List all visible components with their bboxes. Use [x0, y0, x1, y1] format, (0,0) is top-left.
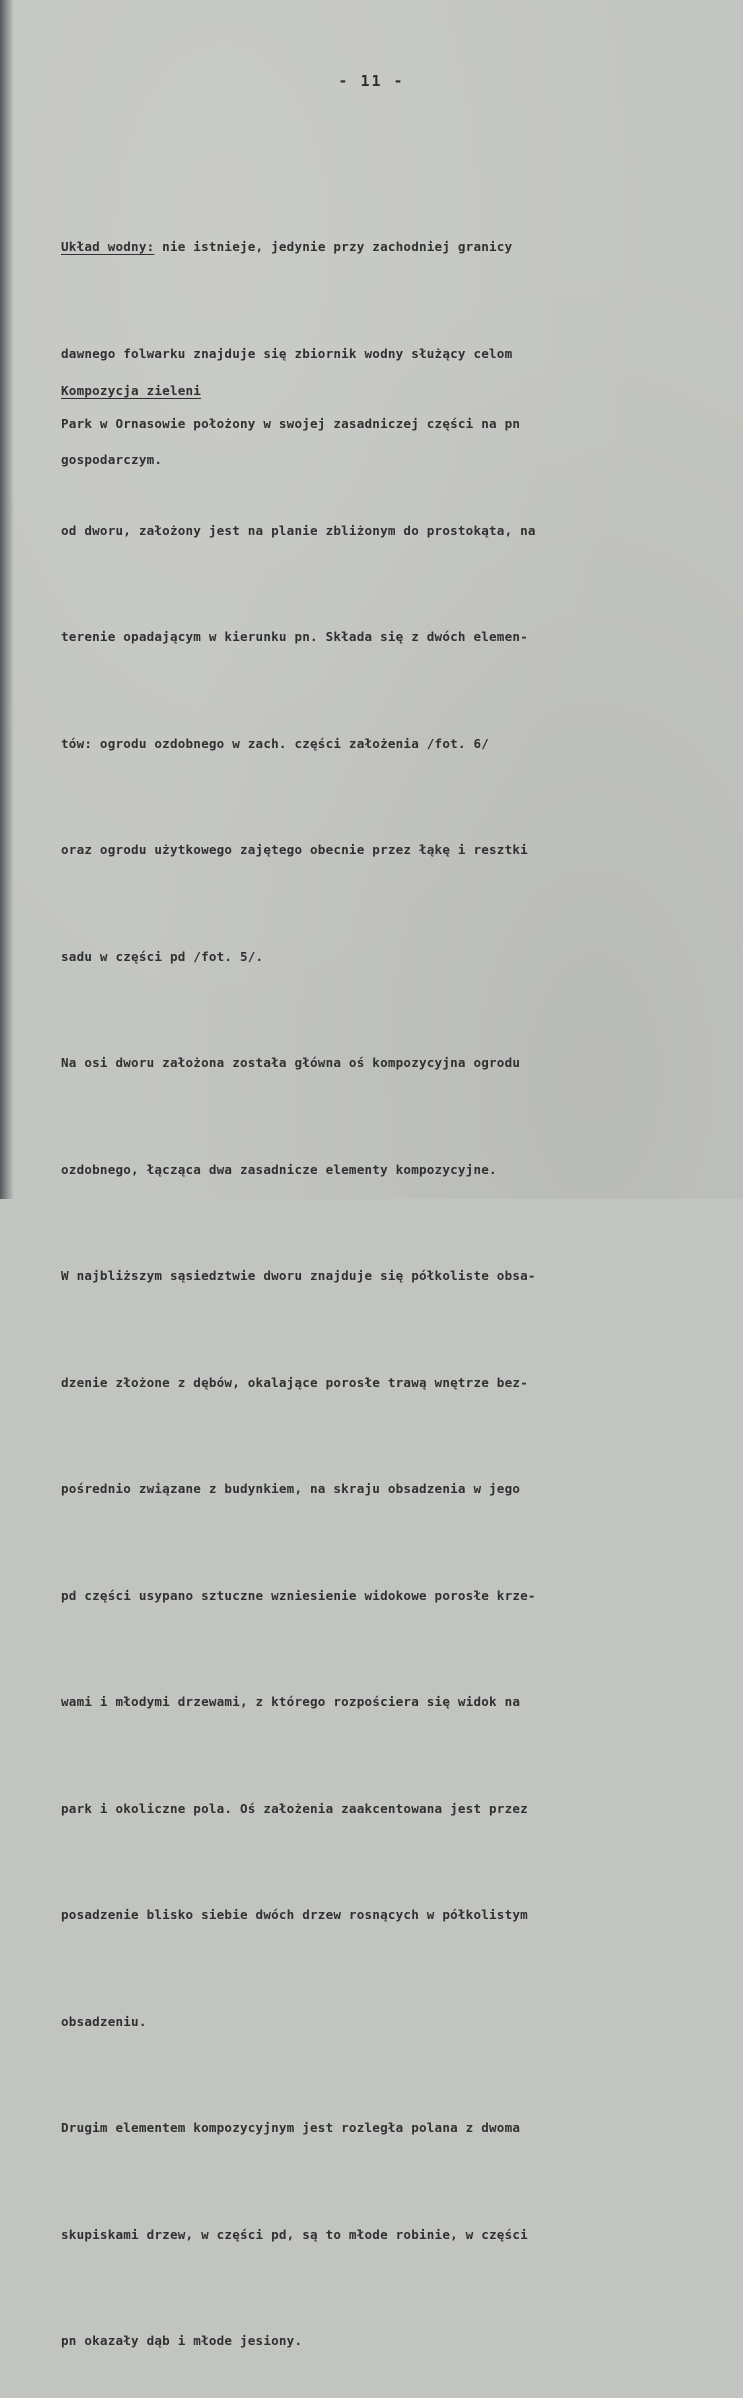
water-label: Układ wodny: [61, 239, 155, 254]
text-line: od dworu, założony jest na planie zbliżonym do prostokąta, na [61, 522, 536, 538]
text-line: Park w Ornasowie położony w swojej zasadniczej części na pn [61, 416, 521, 431]
text-line: dzenie złożone z dębów, okalające porosłe trawą wnętrze bez- [61, 1374, 528, 1390]
text-line: skupiskami drzew, w części pd, są to młode robinie, w części [61, 2226, 528, 2242]
text-line: oraz ogrodu użytkowego zajętego obecnie przez łąkę i resztki [61, 842, 528, 857]
scan-edge-shadow [0, 0, 14, 1199]
text-line: Na osi dworu założona została główna oś kompozycyjna ogrodu [61, 1055, 521, 1070]
text-line: tów: ogrodu ozdobnego w zach. części założenia /fot. 6/ [61, 735, 490, 751]
text-line: pn okazały dąb i młode jesiony. [61, 2333, 303, 2348]
page-number: - 11 - [338, 72, 405, 90]
text-line: wami i młodymi drzewami, z którego rozpościera się widok na [61, 1694, 521, 1709]
text-line: park i okoliczne pola. Oś założenia zaakcentowana jest przez [61, 1800, 528, 1816]
text-line: pd części usypano sztuczne wzniesienie widokowe porosłe krze- [61, 1587, 536, 1603]
text-line: posadzenie blisko siebie dwóch drzew rosnących w półkolistym [61, 1907, 528, 1922]
water-line-1 [61, 229, 711, 265]
text-line: sadu w części pd /fot. 5/. [61, 948, 264, 964]
greenery-heading: Kompozycja zieleni [61, 383, 202, 398]
park-description [61, 335, 711, 2398]
text-line: Drugim elementem kompozycyjnym jest rozległa polana z dwoma [61, 2120, 521, 2135]
text-line: W najbliższym sąsiedztwie dworu znajduje się półkoliste obsa- [61, 1268, 536, 1283]
water-line-2: dawnego folwarku znajduje się zbiornik wodny służący celom [61, 345, 513, 361]
text-line: ozdobnego, łącząca dwa zasadnicze elementy kompozycyjne. [61, 1161, 497, 1177]
water-text-1: nie istnieje, jedynie przy zachodniej granicy [154, 239, 513, 254]
text-line: pośrednio związane z budynkiem, na skraju obsadzenia w jego [61, 1481, 521, 1496]
water-line-3: gospodarczym. [61, 452, 163, 467]
text-line: obsadzeniu. [61, 2013, 147, 2029]
text-line: terenie opadającym w kierunku pn. Składa się z dwóch elemen- [61, 629, 528, 644]
